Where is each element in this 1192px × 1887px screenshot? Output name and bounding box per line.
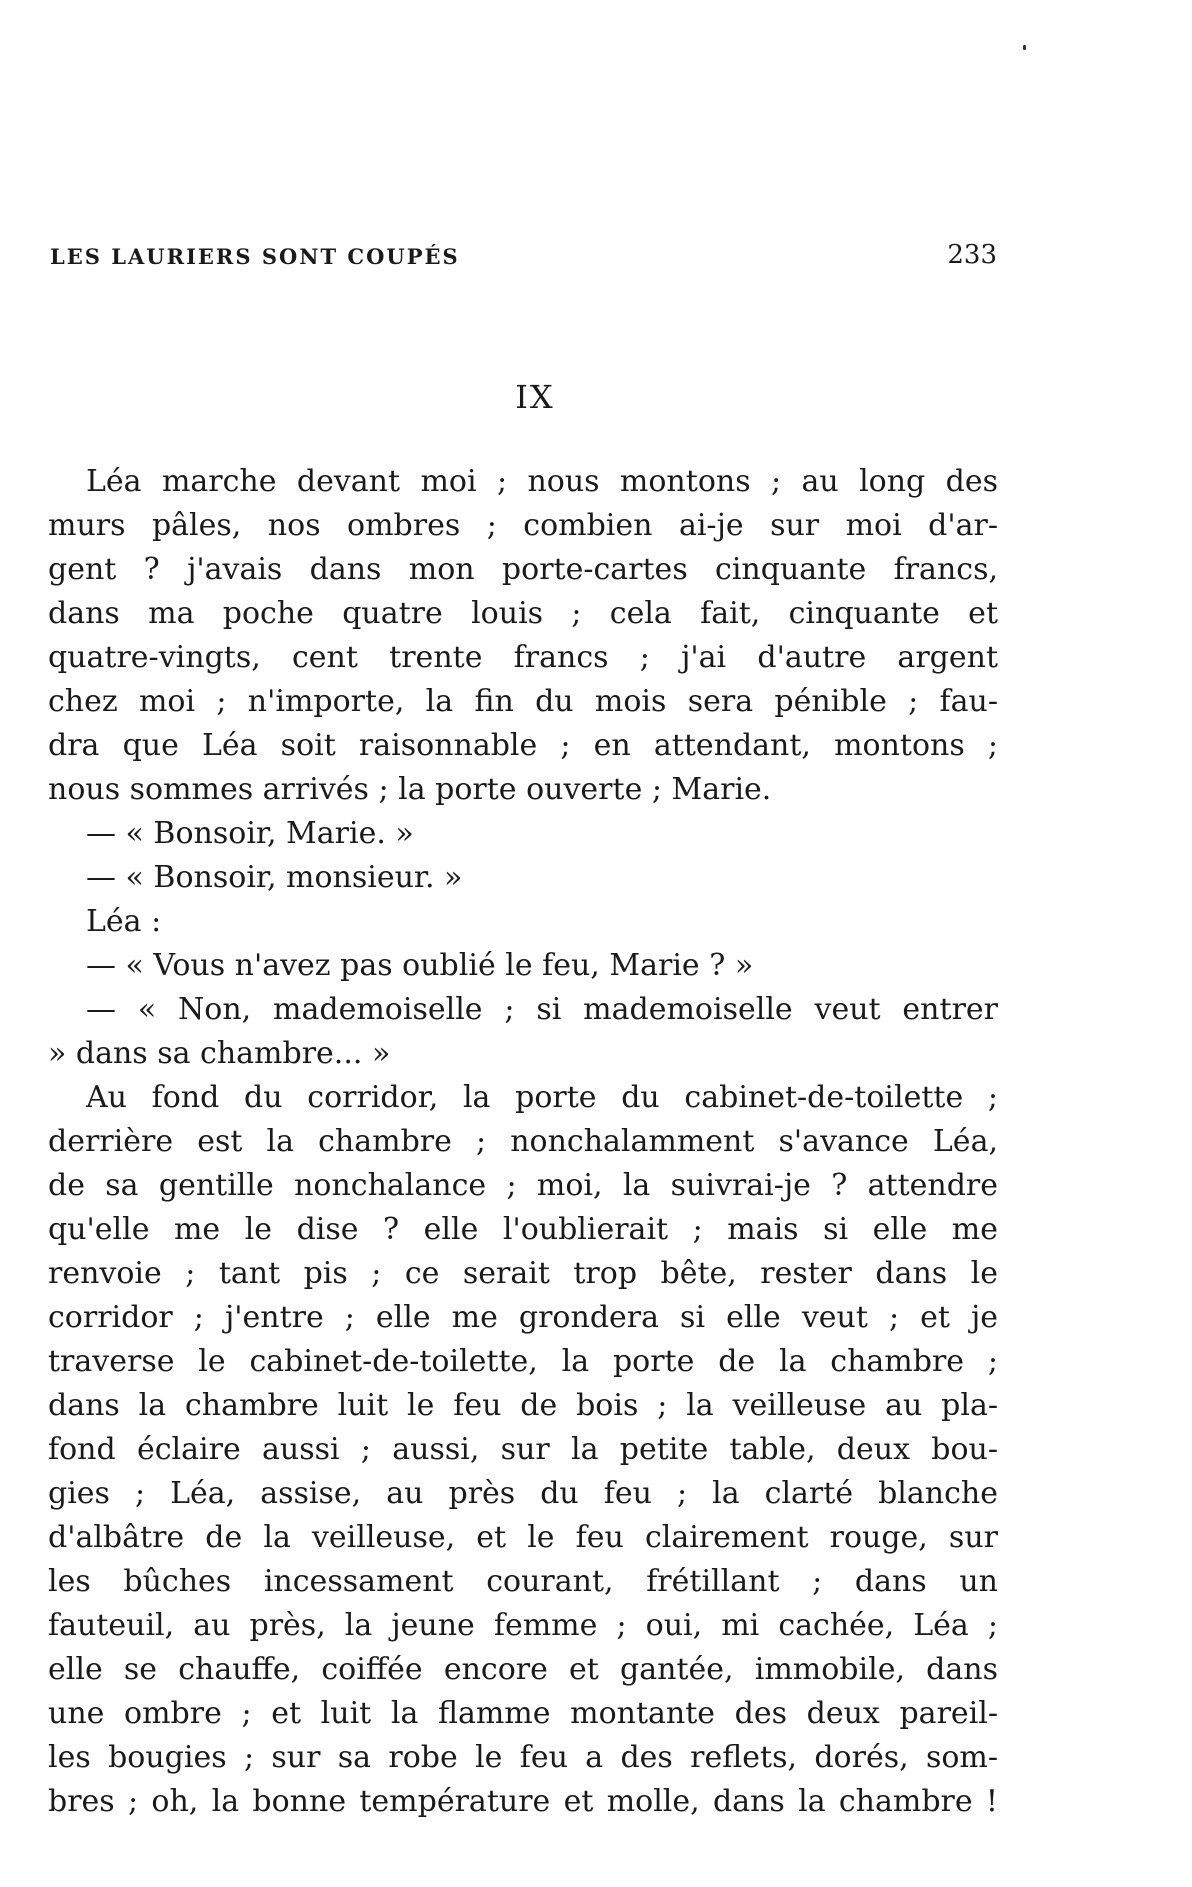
text-line: qu'elle me le dise ? elle l'oublierait ; mais si elle me (48, 1212, 998, 1247)
text-line: renvoie ; tant pis ; ce serait trop bête, rester dans le (48, 1256, 998, 1291)
chapter-number: IX (515, 378, 555, 416)
text-line: bres ; oh, la bonne température et molle, dans la chambre ! (48, 1784, 998, 1819)
text-line: — « Vous n'avez pas oublié le feu, Marie ? » (86, 948, 754, 983)
text-line: » dans sa chambre... » (48, 1036, 391, 1071)
text-line: — « Non, mademoiselle ; si mademoiselle veut entrer (86, 992, 998, 1027)
text-line: les bûches incessament courant, frétillant ; dans un (48, 1564, 998, 1599)
text-line: traverse le cabinet-de-toilette, la porte de la chambre ; (48, 1344, 998, 1379)
text-line: Au fond du corridor, la porte du cabinet-de-toilette ; (86, 1080, 998, 1115)
text-line: dans ma poche quatre louis ; cela fait, cinquante et (48, 596, 998, 631)
text-line: elle se chauffe, coiffée encore et gantée, immobile, dans (48, 1652, 998, 1687)
text-line: — « Bonsoir, monsieur. » (86, 860, 463, 895)
text-line: murs pâles, nos ombres ; combien ai-je sur moi d'ar- (48, 508, 998, 543)
chapter-text (48, 460, 998, 1824)
text-line: d'albâtre de la veilleuse, et le feu clairement rouge, sur (48, 1520, 998, 1555)
text-line: gies ; Léa, assise, au près du feu ; la clarté blanche (48, 1476, 998, 1511)
text-line: nous sommes arrivés ; la porte ouverte ; Marie. (48, 772, 772, 807)
text-line: corridor ; j'entre ; elle me grondera si elle veut ; et je (48, 1300, 998, 1335)
text-line: quatre-vingts, cent trente francs ; j'ai d'autre argent (48, 640, 998, 675)
text-line: derrière est la chambre ; nonchalamment s'avance Léa, (48, 1124, 998, 1159)
running-title: LES LAURIERS SONT COUPÉS (50, 244, 460, 269)
text-line: Léa marche devant moi ; nous montons ; au long des (86, 464, 998, 499)
text-line: de sa gentille nonchalance ; moi, la suivrai-je ? attendre (48, 1168, 998, 1203)
running-head (50, 240, 997, 274)
text-line: les bougies ; sur sa robe le feu a des reflets, dorés, som- (48, 1740, 998, 1775)
text-line: gent ? j'avais dans mon porte-cartes cinquante francs, (48, 552, 998, 587)
text-line: fond éclaire aussi ; aussi, sur la petite table, deux bou- (48, 1432, 998, 1467)
text-line: fauteuil, au près, la jeune femme ; oui, mi cachée, Léa ; (48, 1608, 998, 1643)
text-line: — « Bonsoir, Marie. » (86, 816, 414, 851)
text-line: dra que Léa soit raisonnable ; en attendant, montons ; (48, 728, 998, 763)
ink-speck (1023, 45, 1026, 50)
text-line: une ombre ; et luit la flamme montante des deux pareil- (48, 1696, 998, 1731)
text-line: chez moi ; n'importe, la fin du mois sera pénible ; fau- (48, 684, 998, 719)
text-line: Léa : (86, 904, 162, 939)
page-number: 233 (947, 240, 997, 270)
text-line: dans la chambre luit le feu de bois ; la veilleuse au pla- (48, 1388, 998, 1423)
